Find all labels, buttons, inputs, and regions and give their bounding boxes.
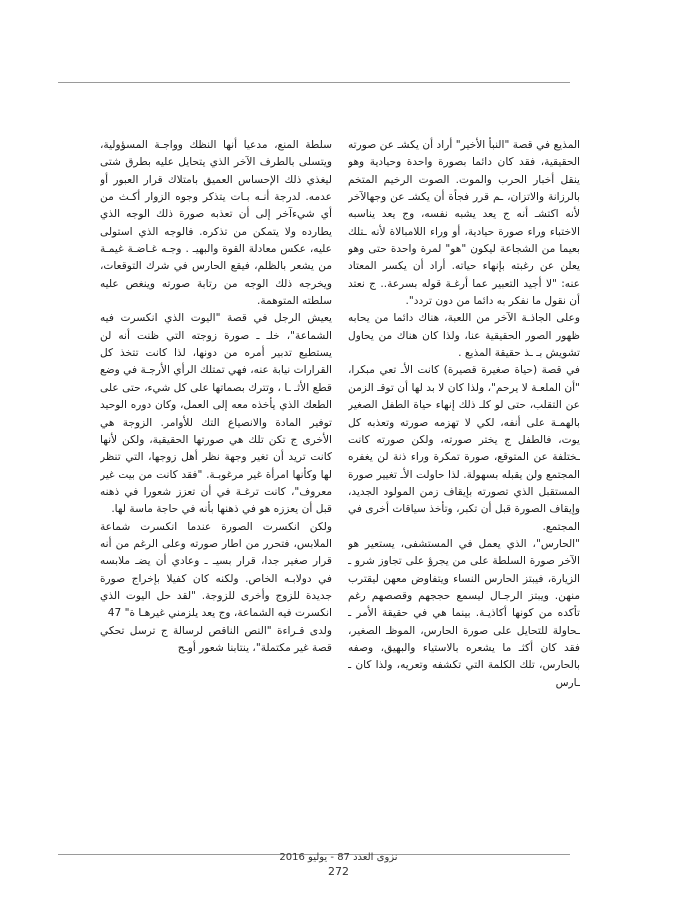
text-column-left bbox=[100, 137, 332, 832]
paragraph: ولكن انكسرت الصورة عندما انكسرت شماعة الملابس، فتحرر من اطار صورته وعلى الرغم من أنه قرار صغير جدا، قرار بسيـ ـ وعادي أن يضـ ملابسه في دولابـه الخاص. ولكنه كان كفيلا بإخراج صورة جديدة للزوج وأخرى للزوجة. "لقد حل اليوت الذي انكسرت فيه الشماعة، وج يعد يلزمني غيرهـا ة" 47 bbox=[100, 520, 332, 620]
top-rule bbox=[58, 82, 570, 83]
paragraph: يعيش الرجل في قصة "اليوت الذي انكسرت فيه الشماعة"، خلـ ـ صورة زوجته التي ظنت أنه لن يستطيع تدبير أمره من دونها، لذا كانت تتخذ كل القرارات نيابة عنه، فهي تمتلك الرأي الأرجـة في وضع قطع الأثـ ـا ، وتترك بصماتها على كل شيء، حتى على الطعك الذي يأخذه معه إلى العمل، وكان دوره الوحيد توفير المادة والانصياع التك للأوامر. الزوجة هي الأخرى ج تكن تلك هي صورتها الحقيقية، ولكن لأنها كانت تريد أن تغير وجهة نظر أهل زوجها، التي تنظر لها وكأنها امرأة غير مرغوبـة. "فقد كانت من بيت غير معروف"، كانت ترغـة في أن تعزز شعورا في ذهنه قبل أن يعززه هو في ذهنها بأنه في حاجة ماسة لها. bbox=[100, 312, 332, 516]
paragraph: وعلى الجاذـة الآخر من اللعبة، هناك دائما من يحابه ظهور الصور الحقيقية عنا، ولذا كان هناك من يحاول تشويش بـ ـذ حقيقة المذيع . bbox=[348, 312, 580, 360]
paragraph: في قصة (حياة صغيرة قصيرة) كانت الأـ تعي مبكرا، "أن الملعـة لا يرحم"، ولذا كان لا بد لها أن توقـ الزمن عن التقلب، حتى لو كلـ ذلك إنهاء حياة الطفل الصغير بالهمـة على أنفه، لكي لا تهزمه صورته وتعذبه كل يوت، فالطفل ج يختر صورته، ولكن صورته كانت ـختلفة عن المتوقع، صورة تمكرة وراء ذنة لن يغفره المجتمع ولن يقبله بسهولة. لذا حاولت الأـ تغيير صورة المستقبل الذي تصورته بإيقاف زمن المولود الجديد، وإيقاف الصورة قبل أن تكبر، وتأخذ سياقات أخرى في المجتمع. bbox=[348, 364, 580, 533]
paragraph: ولدى قـراءة "النص الناقص لرسالة ج ترسل تحكي قصة غير مكتملة"، ينتابنا شعور أوـح bbox=[100, 624, 332, 654]
paragraph: سلطة المنع، مدعيا أنها النظك وواجـة المسؤولية، ويتسلى بالطرف الآخر الذي يتحايل عليه بطرق شتى ليغذي ذلك الإحساس العميق بامتلاك قرار العبور أو عدمه. لدرجة أنـه بـات يتذكر وجوه الزوار أكـث من أي شيءآخر إلى أن تعذبه صورة ذلك الوجه الذي يطارده ولا يتمكن من تذكره. فالوجه الذي استولى عليه، عكس معادلة القوة والبهيـ . وجـه غـاضـة غيمـة من يشعر بالظلم، فيقع الحارس في شرك التوقعات، ويخرجه ذلك الوجه من رتابة صورته وينغص عليه سلطته المتوهمة. bbox=[100, 139, 332, 308]
text-column-right bbox=[348, 137, 580, 832]
page-number: 272 bbox=[328, 865, 349, 878]
footer-issue-line: نزوى العدد 87 - يوليو 2016 bbox=[279, 852, 398, 863]
paragraph: المذيع في قصة "النبأ الأخير" أراد أن يكشـ عن صورته الحقيقية، فقد كان دائما بصورة واحدة وحيادية وهو ينقل أخبار الحرب والموت. الصوت الرخيم المتخم بالرزانة والاتزان، ـم قرر فجأة أن يكشـ عن وجهالآخر لأنه اكتشـ أنه ج يعد يشبه نفسه، وج يعد يناسبه الاختباء وراء صورة حيادية، أو وراء اللامبالاة لأنه ـتلك بعيما من الشجاعة ليكون "هو" لمرة واحدة حتى وهو يعلن عن رغبته بإنهاء حياته. أراد أن يكسر المعتاد عنه: "لا أجيد التعبير عما أرغـة قوله بسرعة.. ج نعتد أن نقول ما نفكر به دائما من دون تردد". bbox=[348, 139, 580, 308]
paragraph: "الحارس"، الذي يعمل في المستشفى، يستعير هو الآخر صورة السلطة على من يجرؤ على تجاوز شرو ـ الزيارة، فيبتز الحارس النساء ويتفاوض معهن ليقترب منهن. ويبتز الرجـال ليسمع حججهم وقصصهم رغم تأكده من كونها أكاذيـة. بينما هي في حقيقة الأمر ـ ـحاولة للتحايل على صورة الحارس، الموظـ الصغير، فقد كان أكثـ ما يشعره بالاستياء والبهيق، وصفه بالحارس، تلك الكلمة التي تكشفه وتعريه، ولذا كان ـ ـارس bbox=[348, 537, 580, 689]
